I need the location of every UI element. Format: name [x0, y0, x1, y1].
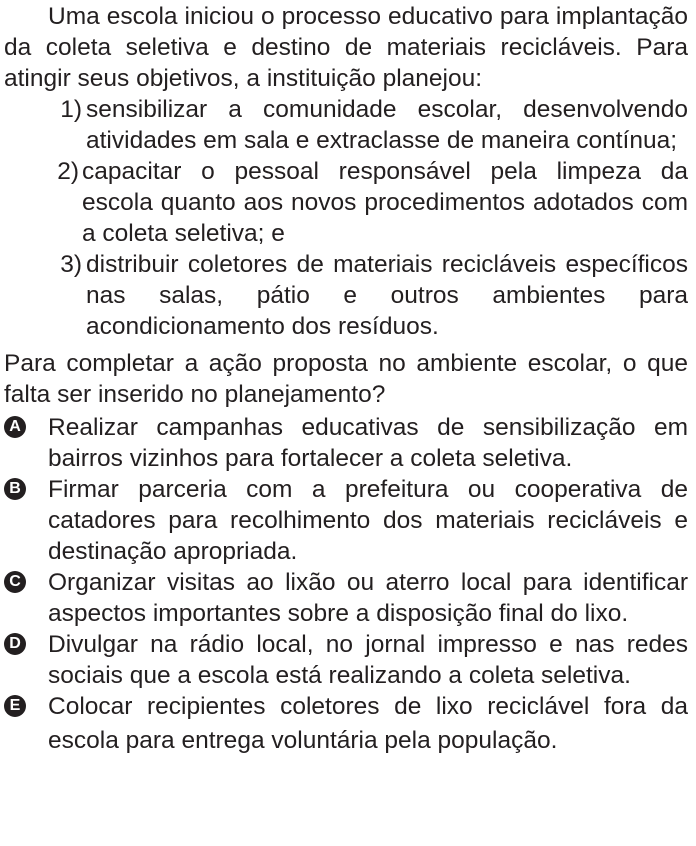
option-letter-badge: E [4, 695, 26, 717]
option-b[interactable] [4, 474, 688, 567]
option-letter-badge: B [4, 478, 26, 500]
step-text: distribuir coletores de materiais recicláveis específicos nas salas, pátio e outros ambientes para acondicionamento dos resíduos. [86, 251, 688, 340]
intro-paragraph: Uma escola iniciou o processo educativo para implantação da coleta seletiva e destino de materiais recicláveis. Para atingir seus objetivos, a instituição planejou: [4, 3, 688, 92]
option-a[interactable] [4, 412, 688, 474]
option-text: Firmar parceria com a prefeitura ou cooperativa de catadores para recolhimento dos materiais recicláveis e destinação apropriada. [48, 476, 688, 565]
option-letter-badge: A [4, 416, 26, 438]
question-stem: Para completar a ação proposta no ambiente escolar, o que falta ser inserido no planejamento? [4, 350, 688, 408]
option-text: Divulgar na rádio local, no jornal impresso e nas redes sociais que a escola está realizando a coleta seletiva. [48, 631, 688, 689]
option-e[interactable] [4, 691, 688, 758]
step-text: sensibilizar a comunidade escolar, desenvolvendo atividades em sala e extraclasse de maneira contínua; [86, 96, 688, 154]
step-number: 2) [57, 158, 79, 185]
planning-step-1 [4, 94, 688, 156]
option-letter-badge: C [4, 571, 26, 593]
step-number: 1) [60, 96, 82, 123]
planning-step-3 [4, 249, 688, 342]
option-text: Organizar visitas ao lixão ou aterro local para identificar aspectos importantes sobre a disposição final do lixo. [48, 569, 688, 627]
step-text: capacitar o pessoal responsável pela limpeza da escola quanto aos novos procedimentos adotados com a coleta seletiva; e [82, 158, 688, 247]
option-text: Realizar campanhas educativas de sensibilização em bairros vizinhos para fortalecer a coleta seletiva. [48, 414, 688, 472]
option-d[interactable] [4, 629, 688, 691]
option-c[interactable] [4, 567, 688, 629]
answer-options [4, 412, 688, 758]
step-number: 3) [60, 251, 82, 278]
planning-step-2 [4, 156, 688, 249]
planning-steps-list [4, 94, 688, 342]
option-text: Colocar recipientes coletores de lixo reciclável fora da escola para entrega voluntária pela população. [48, 693, 688, 754]
option-letter-badge: D [4, 633, 26, 655]
